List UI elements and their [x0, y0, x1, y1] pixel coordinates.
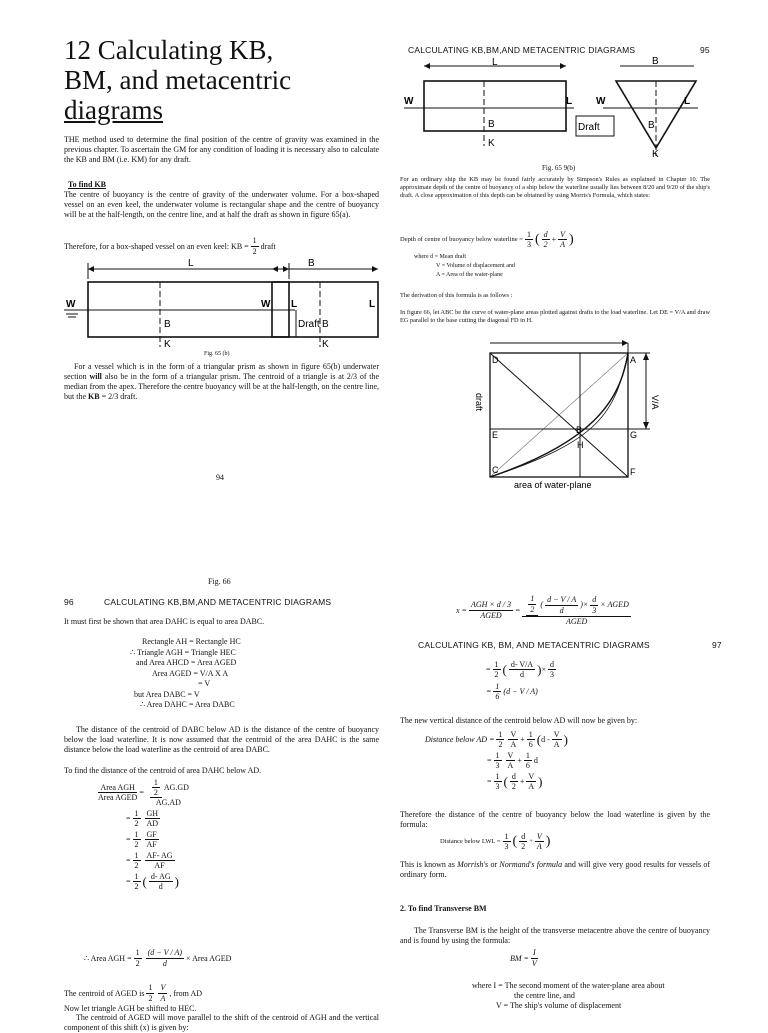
svg-text:B: B: [488, 119, 495, 130]
box-kb-formula: [64, 236, 379, 257]
svg-text:B: B: [652, 56, 659, 67]
title-line-3: diagrams: [64, 95, 163, 125]
svg-text:F: F: [630, 467, 636, 477]
to-find-kb-heading: To find KB: [68, 180, 106, 189]
page96-header: CALCULATING KB,BM,AND METACENTRIC DIAGRAMS: [104, 597, 332, 607]
triangle-paragraph: For a vessel which is in the form of a triangular prism as shown in figure 65(b) underwater section will also be in the form of a triangular prism. The centroid of a triangle is at 2/3 of the median from the apex. Therefore the centre buoyancy will be at the half-length, on the centre line, but the KB = 2/3 draft.: [64, 362, 380, 401]
svg-text:area of water-plane: area of water-plane: [514, 480, 592, 490]
page97-header: CALCULATING KB, BM, AND METACENTRIC DIAGRAMS: [418, 640, 650, 650]
svg-text:L: L: [369, 299, 376, 310]
svg-text:Draft: Draft: [578, 122, 600, 133]
morris-paragraph: For an ordinary ship the KB may be found fairly accurately by Simpson's Rules as explained in Chapter 10. The approximate depth of the centre of buoyancy of a ship below the waterline usually lies between 8/20 and 9/20 of the ship's draft. A close approximation of this depth can be obtained by using Morris's Formula, which states:: [400, 176, 710, 199]
svg-text:L: L: [492, 57, 498, 68]
svg-text:D: D: [492, 355, 499, 365]
fig-65-9b-caption: Fig. 65 9(b): [542, 164, 576, 172]
page95-header: CALCULATING KB,BM,AND METACENTRIC DIAGRAMS: [408, 45, 636, 55]
page-number-97: 97: [712, 640, 722, 650]
svg-text:W: W: [261, 299, 271, 310]
svg-text:W: W: [596, 96, 606, 107]
fig66-description: In figure 66, let ABC be the curve of water-plane areas plotted against drafts to the load waterline. Let DE = V/A and draw EG parallel to the base cutting the diagonal FD in H.: [400, 309, 710, 324]
svg-text:L: L: [291, 299, 298, 310]
svg-text:B: B: [308, 258, 315, 269]
intro-paragraph: THE method used to determine the final position of the centre of gravity was examined in the previous chapter. To ascertain the GM for any condition of loading it is necessary also to calculate the KB and BM (i.e. KM) for any draft.: [64, 135, 379, 164]
page-number-94: 94: [216, 473, 224, 482]
svg-text:B: B: [322, 319, 329, 330]
page-number-96: 96: [64, 597, 74, 607]
fig66-graph: [470, 333, 670, 491]
svg-text:L: L: [566, 96, 573, 107]
to-find-distance: To find the distance of the centroid of area DAHC below AD.: [64, 766, 262, 775]
agh-ratio-derivation: $\frac{\text{Area AGH}}{\text{Area AGED}}$ = $\frac{1}{2}$ AG.GD AG.AD = $\frac{1}{2}$ $\frac{GH}{AD}$ = $\frac{1}{2}$ $\frac{GF}{AF}$ = $\frac{1}{2}$ $\frac{AF- AG}{AF}$ = $\frac{1}{2}$ ( $\frac{d- AG}{d}$ ): [98, 778, 189, 891]
area-proof-lines: Rectangle AH = Rectangle HC ∴ Triangle AGH = Triangle HEC and Area AHCD = Area AGED Area AGED = V/A X A = V but Area DABC = V ∴ Area DAHC = Area DABC: [130, 637, 241, 709]
fig-65b-caption: Fig. 65 (b): [204, 351, 230, 357]
bm-formula: BM = $\frac{I}{V}$: [510, 948, 537, 968]
shift-line: Now let triangle AGH be shifted to HEC.: [64, 1004, 197, 1013]
keel-K: K: [164, 339, 171, 350]
centroid-paragraph: The distance of the centroid of DABC below AD is the distance of the centre of buoyancy below the load waterline. It is now assumed that the centroid of the area DAHC is the same distance below the load waterline as the centroid of area DABC.: [64, 725, 379, 754]
svg-text:C: C: [492, 465, 499, 475]
new-distance-line: The new vertical distance of the centroid below AD will now be given by:: [400, 716, 638, 725]
svg-text:A: A: [630, 355, 637, 365]
morris-legend: where d = Mean draft V = Volume of displacement and A = Area of the water-plane: [414, 254, 515, 278]
derivation-line: The derivation of this formula is as follows :: [400, 292, 513, 299]
svg-text:E: E: [492, 430, 499, 440]
svg-text:G: G: [630, 430, 638, 440]
page-number-95: 95: [700, 45, 710, 55]
svg-text:H: H: [577, 440, 584, 450]
distance-below-ad: Distance below AD = $\frac{1}{2}$ $\frac{V}{A}$ + $\frac{1}{6}$ ( d - $\frac{V}{A}$ ) = $\frac{1}{3}$ $\frac{V}{A}$ + $\frac{1}{6}$ d = $\frac{1}{3}$ ( $\frac{d}{2}$ + $\frac{V}{A}$ ): [425, 730, 568, 791]
chapter-title: [64, 35, 364, 125]
therefore-paragraph: Therefore the distance of the centre of buoyancy below the load waterline is given by the formula:: [400, 810, 710, 829]
fig65b-triangle-diagram: [398, 56, 708, 160]
distance-below-lwl: Distance below LWL = $\frac{1}{3}$ ( $\frac{d}{2}$ + $\frac{V}{A}$ ): [440, 832, 551, 851]
waterline-W: W: [66, 299, 76, 310]
centroid-aged: The centroid of AGED is $\frac{1}{2}$ $\frac{V}{A}$ , from AD: [64, 983, 202, 1003]
draft-label: Draft: [298, 319, 320, 330]
svg-text:V/A: V/A: [650, 395, 660, 410]
svg-text:B: B: [576, 425, 583, 435]
bm-legend: where I = The second moment of the water-plane area about the centre line, and V = The ship's volume of displacement: [472, 981, 665, 1010]
svg-text:W: W: [404, 96, 414, 107]
half-fraction: $\frac{1}{2}$: [252, 236, 257, 256]
area-proof-intro: It must first be shown that area DAHC is equal to area DABC.: [64, 617, 265, 626]
svg-text:K: K: [322, 339, 329, 350]
morris-formula: Depth of centre of buoyancy below waterline = $\frac{1}{3}$ ( $\frac{d}{2}$ + $\frac{V}{A}$ ): [400, 230, 574, 249]
morrish-paragraph: This is known as Morrish's or Normand's formula and will give very good results for vessels of ordinary form.: [400, 860, 711, 879]
kb-paragraph: The centre of buoyancy is the centre of gravity of the underwater volume. For a box-shaped vessel on an even keel, the underwater volume is rectangular shape and the centre of buoyancy will be at the half-length, on the centre line, and at half the draft as shown in figure 65(a).: [64, 190, 379, 219]
svg-text:L: L: [684, 96, 691, 107]
svg-text:draft: draft: [474, 393, 484, 412]
x-simplification: = $\frac{1}{2}$ ( $\frac{d- V/A}{d}$ ) × $\frac{d}{3}$ = $\frac{1}{6}$ (d − V / A): [486, 660, 555, 701]
shift-paragraph: The centroid of AGED will move parallel to the shift of the centroid of AGH and the vertical component of this shift (x) is given by:: [64, 1013, 379, 1032]
buoyancy-B: B: [164, 319, 171, 330]
svg-text:K: K: [652, 149, 659, 160]
fig65a-box-diagram: [60, 255, 385, 355]
fig-66-caption: Fig. 66: [208, 577, 231, 586]
title-line-2: BM, and metacentric: [64, 65, 292, 95]
box-formula-prefix: Therefore, for a box-shaped vessel on an even keel: KB =: [64, 241, 249, 251]
title-line-1: 12 Calculating KB,: [64, 35, 274, 65]
box-formula-suffix: draft: [260, 241, 276, 251]
svg-text:B: B: [648, 120, 655, 131]
length-label-L: L: [188, 258, 194, 269]
bm-paragraph: The Transverse BM is the height of the transverse metacentre above the centre of buoyancy and is found by using the formula:: [400, 926, 710, 945]
svg-text:K: K: [488, 138, 495, 149]
x-shift-formula: x = $\frac{\text{AGH × d / 3}}{\text{AGED}}$ = $\frac{1}{2}$ ( $\frac{d - V / A}{d}$ )× $\frac{d}{3}$ × AGED AGED: [456, 594, 629, 626]
transverse-bm-heading: 2. To find Transverse BM: [400, 904, 487, 913]
area-agh-formula: ∴ Area AGH = $\frac{1}{2}$ $\frac{(d - V / A)}{d}$ × Area AGED: [84, 948, 232, 968]
